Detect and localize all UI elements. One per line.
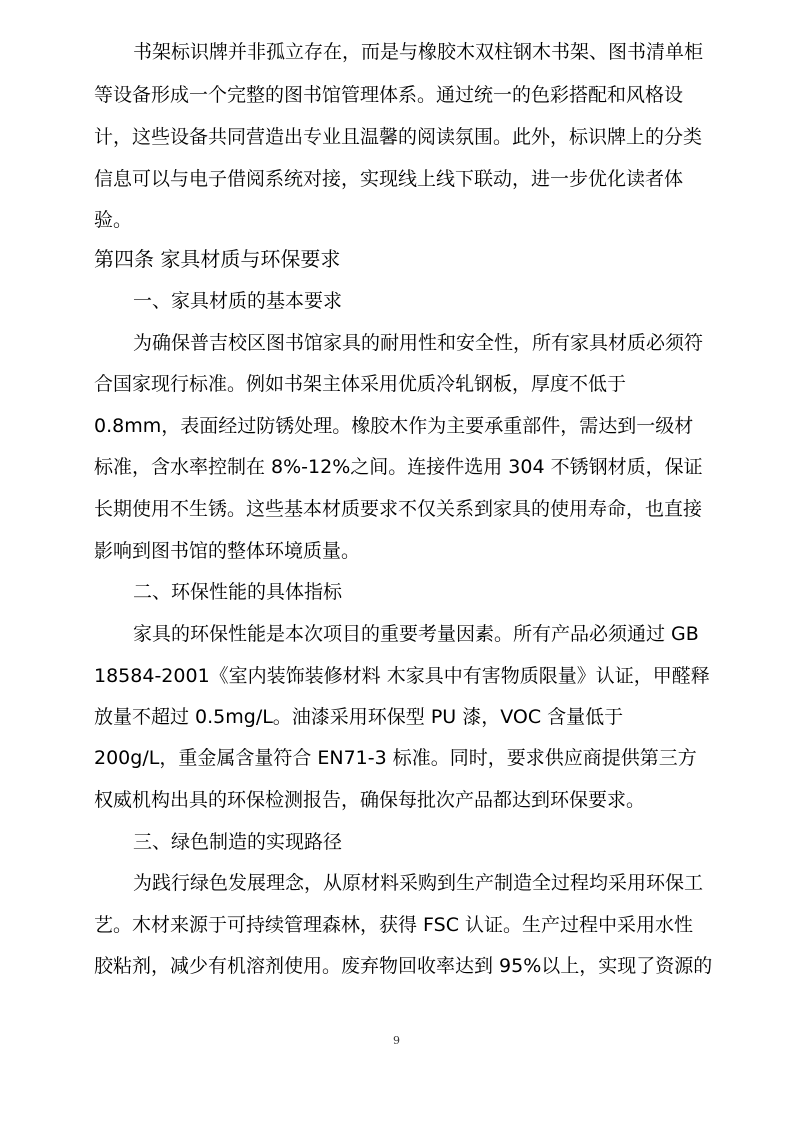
paragraph-line: 放量不超过 0.5mg/L。油漆采用环保型 PU 漆，VOC 含量低于 bbox=[94, 706, 624, 728]
paragraph-line: 标准，含水率控制在 8%-12%之间。连接件选用 304 不锈钢材质，保证 bbox=[94, 456, 703, 478]
paragraph-line: 18584-2001《室内装饰装修材料 木家具中有害物质限量》认证，甲醛释 bbox=[94, 665, 710, 687]
paragraph-line: 家具的环保性能是本次项目的重要考量因素。所有产品必须通过 GB bbox=[133, 623, 699, 645]
paragraph-line: 信息可以与电子借阅系统对接，实现线上线下联动，进一步优化读者体 bbox=[94, 168, 684, 190]
paragraph-line: 等设备形成一个完整的图书馆管理体系。通过统一的色彩搭配和风格设 bbox=[94, 84, 684, 106]
paragraph-line: 验。 bbox=[94, 209, 133, 231]
paragraph-line: 影响到图书馆的整体环境质量。 bbox=[94, 540, 361, 562]
page-number: 9 bbox=[393, 1034, 400, 1047]
paragraph-line: 艺。木材来源于可持续管理森林，获得 FSC 认证。生产过程中采用水性 bbox=[94, 914, 694, 936]
paragraph-line: 200g/L，重金属含量符合 EN71-3 标准。同时，要求供应商提供第三方 bbox=[94, 747, 697, 769]
paragraph-line: 长期使用不生锈。这些基本材质要求不仅关系到家具的使用寿命，也直接 bbox=[94, 498, 703, 520]
paragraph-line: 为践行绿色发展理念，从原材料采购到生产制造全过程均采用环保工 bbox=[133, 872, 704, 894]
paragraph-line: 0.8mm，表面经过防锈处理。橡胶木作为主要承重部件，需达到一级材 bbox=[94, 415, 694, 437]
paragraph-line: 书架标识牌并非孤立存在，而是与橡胶木双柱钢木书架、图书清单柜 bbox=[133, 41, 704, 63]
section-heading: 第四条 家具材质与环保要求 bbox=[94, 247, 341, 271]
paragraph-line: 计，这些设备共同营造出专业且温馨的阅读氛围。此外，标识牌上的分类 bbox=[94, 126, 703, 148]
paragraph-line: 为确保普吉校区图书馆家具的耐用性和安全性，所有家具材质必须符 bbox=[133, 332, 704, 354]
subsection-title: 一、家具材质的基本要求 bbox=[133, 290, 343, 312]
subsection-title: 三、绿色制造的实现路径 bbox=[133, 831, 343, 853]
paragraph-line: 胶粘剂，减少有机溶剂使用。废弃物回收率达到 95%以上，实现了资源的 bbox=[94, 955, 713, 977]
paragraph-line: 权威机构出具的环保检测报告，确保每批次产品都达到环保要求。 bbox=[94, 789, 646, 811]
subsection-title: 二、环保性能的具体指标 bbox=[133, 581, 343, 603]
paragraph-line: 合国家现行标准。例如书架主体采用优质冷轧钢板，厚度不低于 bbox=[94, 373, 627, 395]
